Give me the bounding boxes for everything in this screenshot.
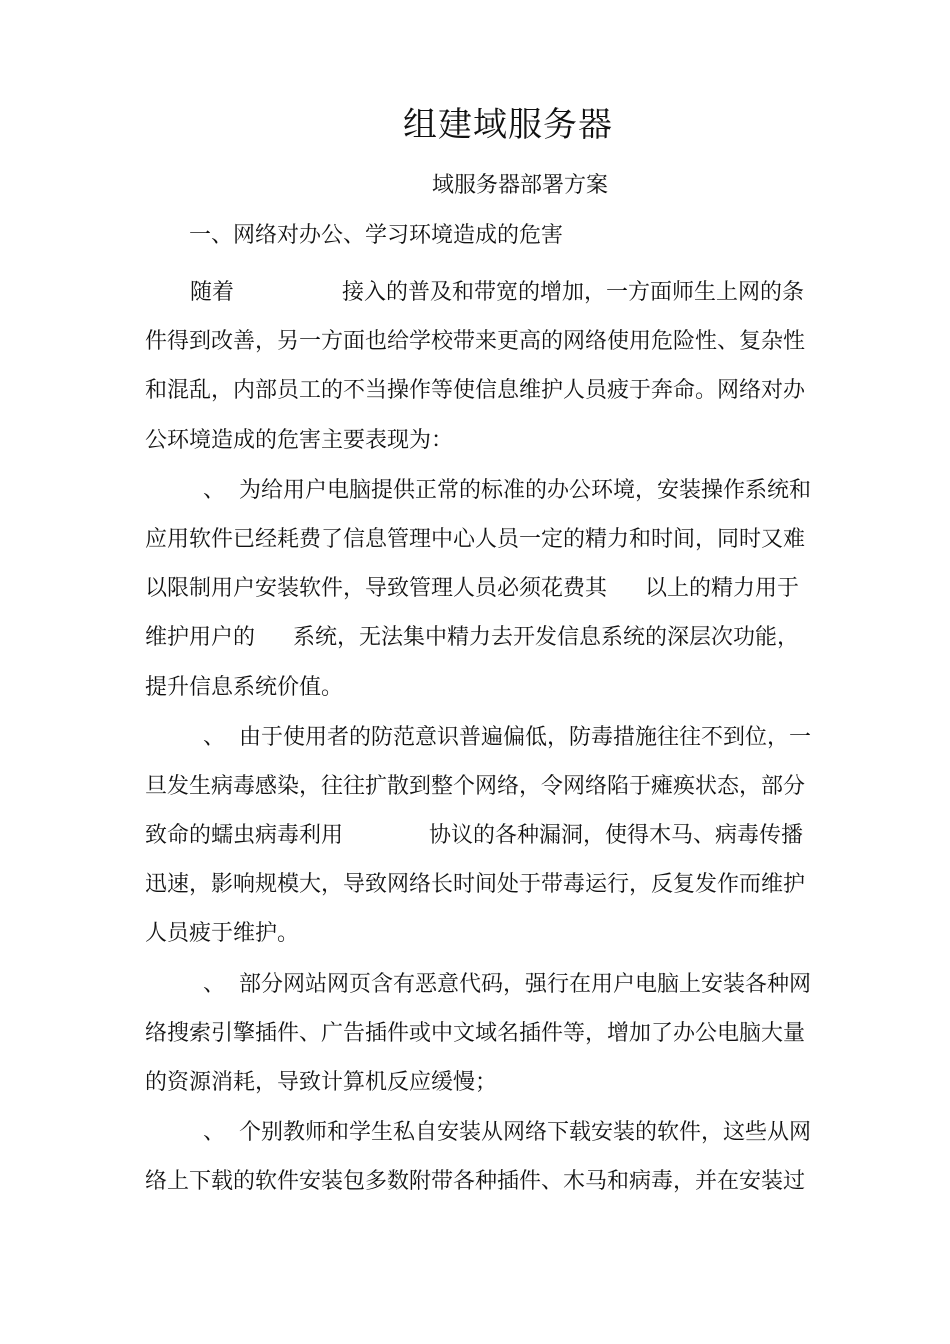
- section-heading: 一、网络对办公、学习环境造成的危害: [189, 223, 564, 248]
- text-line: [145, 713, 812, 762]
- list-item-2: [145, 713, 812, 959]
- text-fragment: 为给用户电脑提供正常的标准的办公环境，安装操作系统和: [239, 477, 812, 503]
- text-line: 件得到改善，另一方面也给学校带来更高的网络使用危险性、复杂性: [145, 329, 806, 355]
- list-bullet: 、: [203, 724, 226, 750]
- text-line: 公环境造成的危害主要表现为：: [145, 427, 454, 453]
- text-line: [145, 564, 807, 613]
- list-item-1: [145, 466, 812, 712]
- text-line: 迅速，影响规模大，导致网络长时间处于带毒运行，反复发作而维护: [145, 872, 806, 898]
- text-line: 络搜索引擎插件、广告插件或中文域名插件等，增加了办公电脑大量: [145, 1020, 806, 1046]
- text-line: [145, 960, 812, 1009]
- text-fragment: 维护用户的: [145, 625, 256, 651]
- text-line: [145, 1108, 812, 1157]
- text-line: 人员疲于维护。: [145, 921, 300, 947]
- list-bullet: 、: [203, 971, 226, 997]
- text-fragment: 以上的精力用于: [645, 576, 800, 602]
- text-fragment: 由于使用者的防范意识普遍偏低，防毒措施往往不到位，一: [239, 724, 812, 750]
- list-item-3: [145, 960, 812, 1108]
- text-line: 和混乱，内部员工的不当操作等使信息维护人员疲于奔命。网络对办: [145, 378, 806, 404]
- text-fragment: 部分网站网页含有恶意代码，强行在用户电脑上安装各种网: [239, 971, 812, 997]
- text-fragment: 随着: [190, 280, 235, 305]
- text-line: 提升信息系统价值。: [145, 674, 344, 700]
- text-line: 旦发生病毒感染，往往扩散到整个网络，令网络陷于瘫痪状态，部分: [145, 773, 806, 799]
- text-fragment: 接入的普及和带宽的增加，一方面师生上网的条: [342, 280, 805, 305]
- list-item-4: [145, 1108, 812, 1206]
- text-line: 的资源消耗，导致计算机反应缓慢；: [145, 1070, 498, 1095]
- list-bullet: 、: [203, 1120, 226, 1146]
- text-fragment: 个别教师和学生私自安装从网络下载安装的软件，这些从网: [239, 1120, 812, 1146]
- text-line: 络上下载的软件安装包多数附带各种插件、木马和病毒，并在安装过: [145, 1169, 806, 1195]
- text-fragment: 系统，无法集中精力去开发信息系统的深层次功能，: [293, 625, 800, 651]
- text-line: [145, 268, 807, 317]
- text-line: [145, 613, 807, 662]
- document-subtitle: 域服务器部署方案: [431, 173, 608, 198]
- text-line: 应用软件已经耗费了信息管理中心人员一定的精力和时间，同时又难: [145, 526, 806, 552]
- list-bullet: 、: [203, 477, 226, 503]
- intro-paragraph: [145, 268, 807, 465]
- document-title: 组建域服务器: [403, 105, 613, 145]
- document-body: [145, 268, 812, 1207]
- text-line: [145, 466, 812, 515]
- text-fragment: 以限制用户安装软件，导致管理人员必须花费其: [145, 576, 608, 602]
- text-line: [145, 811, 807, 860]
- text-fragment: 协议的各种漏洞，使得木马、病毒传播: [429, 823, 804, 849]
- text-fragment: 致命的蠕虫病毒利用: [145, 823, 344, 849]
